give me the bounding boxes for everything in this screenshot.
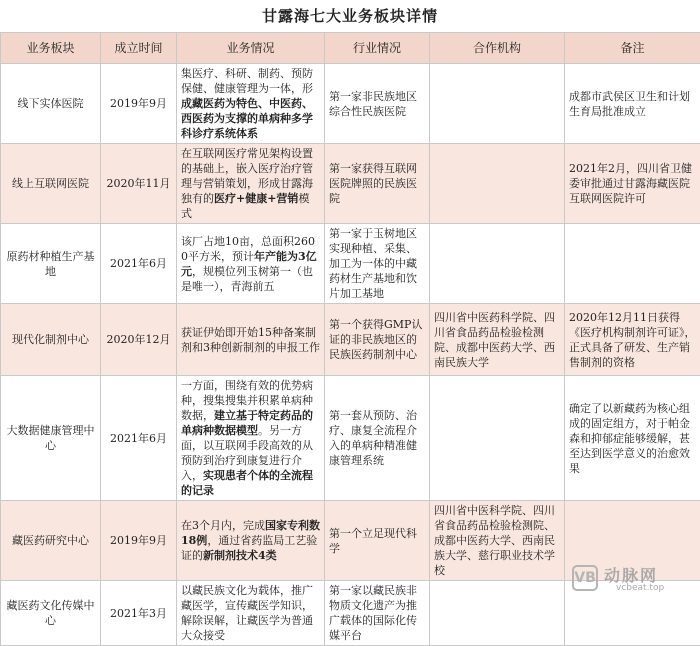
cell-partners	[430, 376, 565, 501]
watermark-url: vcbeat.top	[616, 583, 664, 593]
cell-partners: 四川省中医药科学院、四川省食品药品检验检测院、成都中医药大学、西南民族大学	[430, 304, 565, 376]
table-row	[1, 224, 700, 304]
table-row	[1, 304, 700, 376]
cell-date: 2020年11月	[101, 144, 177, 224]
cell-date: 2019年9月	[101, 501, 177, 581]
cell-partners	[430, 64, 565, 144]
page-title: 甘露海七大业务板块详情	[0, 0, 700, 32]
cell-segment: 大数据健康管理中心	[1, 376, 101, 501]
header-date: 成立时间	[101, 33, 177, 64]
business-highlight: 成藏医药为特色、中医药、西医药为支撑的单病种多学科诊疗系统体系	[181, 97, 313, 140]
business-highlight: 年产能为3亿元	[181, 250, 317, 278]
cell-partners: 四川省中医科学院、四川省食品药品检验检测院、成都中医药大学、西南民族大学、慈行职业技术学校	[430, 501, 565, 581]
cell-business	[177, 224, 325, 304]
business-text: 一方面，围绕有效的优势病种，搜集搜集并积累单病种数据，	[181, 379, 313, 422]
cell-industry: 第一个立足现代科学	[325, 501, 430, 581]
business-text: 。另一方面，以互联网手段高效的从预防到治疗到康复进行介入，	[181, 424, 313, 482]
header-industry: 行业情况	[325, 33, 430, 64]
business-highlight: 医疗+健康+营销	[214, 192, 298, 205]
business-highlight: 新制剂技术4类	[203, 549, 277, 562]
cell-industry: 第一家于玉树地区实现种植、采集、加工为一体的中藏药材生产基地和饮片加工基地	[325, 224, 430, 304]
watermark	[572, 563, 692, 597]
cell-partners	[430, 144, 565, 224]
cell-industry: 第一个获得GMP认证的非民族地区的民族医药制剂中心	[325, 304, 430, 376]
cell-segment: 现代化制剂中心	[1, 304, 101, 376]
cell-industry: 第一家获得互联网医院牌照的民族医院	[325, 144, 430, 224]
business-text: 获证伊始即开始15种备案制剂和3种创新制剂的申报工作	[181, 326, 320, 354]
cell-partners	[430, 224, 565, 304]
business-highlight: 实现患者个体的全流程的记录	[181, 469, 313, 497]
header-row	[1, 33, 700, 64]
business-text: 在3个月内，完成	[181, 519, 265, 532]
business-text: 以藏民族文化为载体，推广藏医学，宣传藏医学知识，解除误解，让藏医学为普通大众接受	[181, 584, 313, 642]
cell-industry: 第一家非民族地区综合性民族医院	[325, 64, 430, 144]
cell-segment: 线上互联网医院	[1, 144, 101, 224]
table-row	[1, 144, 700, 224]
business-text: 在互联网医疗常见架构设置的基础上，嵌入医疗治疗管理与营销策划，形成甘露海独有的	[181, 147, 313, 205]
business-table	[0, 32, 700, 646]
header-business: 业务情况	[177, 33, 325, 64]
cell-business	[177, 144, 325, 224]
cell-industry: 第一家以藏民族非物质文化遗产为推广载体的国际化传媒平台	[325, 581, 430, 646]
table-row	[1, 376, 700, 501]
cell-note: 确定了以新藏药为核心组成的固定组方，对于帕金森和抑郁症能够缓解，甚至达到医学意义的治愈效果	[565, 376, 700, 501]
cell-business	[177, 581, 325, 646]
cell-date: 2019年9月	[101, 64, 177, 144]
table-row	[1, 64, 700, 144]
cell-date: 2021年6月	[101, 224, 177, 304]
cell-note: 2020年12月11日获得《医疗机构制剂许可证》，正式具备了研发、生产销售制剂的资格	[565, 304, 700, 376]
header-note: 备注	[565, 33, 700, 64]
header-partners: 合作机构	[430, 33, 565, 64]
cell-business	[177, 304, 325, 376]
business-text: ，通过省药监局工艺验证的	[181, 534, 317, 562]
watermark-name: 动脉网	[604, 563, 658, 586]
cell-partners	[430, 581, 565, 646]
business-text: 模式	[181, 192, 309, 220]
cell-segment: 藏医药文化传媒中心	[1, 581, 101, 646]
vb-logo-icon: VB	[572, 565, 598, 591]
cell-business	[177, 64, 325, 144]
business-text: 集医疗、科研、制药、预防保健、健康管理为一体，形	[181, 67, 313, 95]
business-text: 该厂占地10亩，总面积2600平方米，预计	[181, 235, 315, 263]
cell-note	[565, 224, 700, 304]
cell-segment: 藏医药研究中心	[1, 501, 101, 581]
cell-business	[177, 376, 325, 501]
business-highlight: 国家专利数18例	[181, 519, 320, 547]
cell-date: 2020年12月	[101, 304, 177, 376]
cell-industry: 第一套从预防、治疗、康复全流程介入的单病种精准健康管理系统	[325, 376, 430, 501]
business-highlight: 建立基于特定药品的单病种数据模型	[181, 409, 313, 437]
cell-segment: 原药材种植生产基地	[1, 224, 101, 304]
cell-date: 2021年6月	[101, 376, 177, 501]
business-text: ，规模位列玉树第一（也是唯一），青海前五	[181, 265, 313, 293]
cell-business	[177, 501, 325, 581]
cell-date: 2021年3月	[101, 581, 177, 646]
cell-note: 2021年2月，四川省卫健委审批通过甘露海藏医院互联网医院许可	[565, 144, 700, 224]
header-segment: 业务板块	[1, 33, 101, 64]
cell-segment: 线下实体医院	[1, 64, 101, 144]
cell-note: 成都市武侯区卫生和计划生育局批准成立	[565, 64, 700, 144]
